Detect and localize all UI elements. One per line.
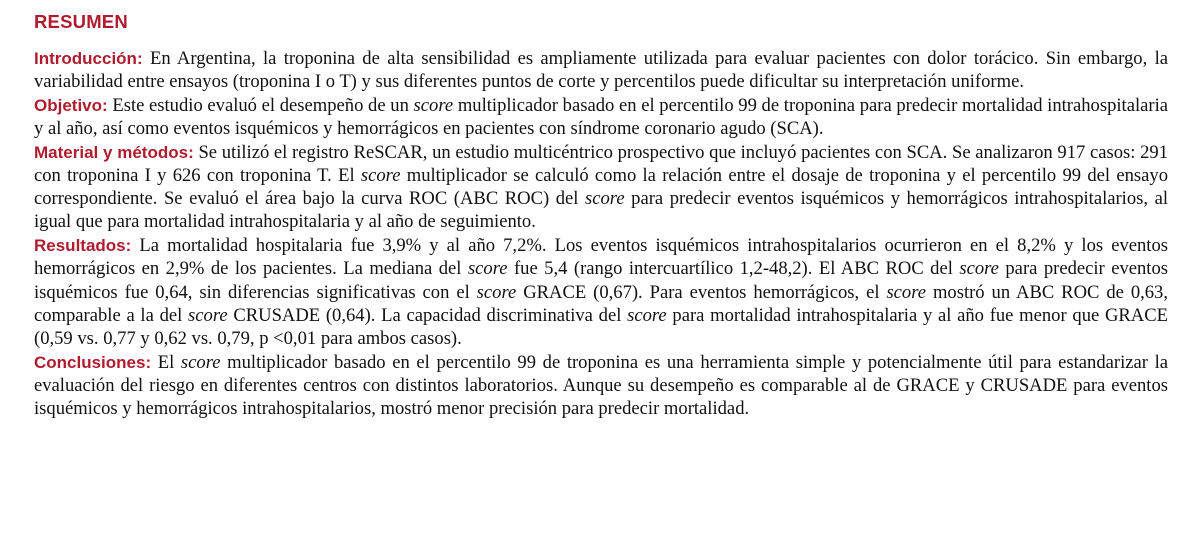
- section-conclusiones: [34, 351, 1168, 421]
- italic-term: score: [959, 258, 999, 280]
- section-label: Introducción:: [34, 49, 143, 68]
- section-text: fue 5,4 (rango intercuartílico 1,2-48,2). El ABC ROC del: [507, 258, 960, 280]
- italic-term: score: [476, 281, 517, 303]
- italic-term: score: [180, 351, 221, 373]
- section-material-y-metodos: [34, 141, 1168, 234]
- section-text: La mortalidad hospitalaria fue 3,9% y al año 7,2%. Los eventos isquémicos intrahospitalarios ocurrieron en el 8,2% y los eventos hemorrágicos en 2,9% de los pacientes. La mediana del: [34, 235, 1168, 280]
- section-text: Se utilizó el registro ReSCAR, un estudio multicéntrico prospectivo que incluyó pacientes con SCA. Se analizaron 917 casos: 291 con troponina I y 626 con troponina T. El: [34, 141, 1169, 187]
- section-label: Resultados:: [34, 236, 132, 256]
- section-text: multiplicador se calculó como la relación entre el dosaje de troponina y el percentilo 99 del ensayo correspondiente. Se evaluó el área bajo la curva ROC (ABC ROC) del: [34, 165, 1168, 210]
- italic-term: score: [627, 304, 667, 326]
- italic-term: score: [467, 258, 508, 280]
- section-text: para predecir eventos isquémicos y hemorrágicos intrahospitalarios, al igual que para mortalidad intrahospitalaria y al año de seguimiento.: [34, 188, 1168, 233]
- section-text: GRACE (0,67). Para eventos hemorrágicos, el: [516, 281, 887, 303]
- italic-term: score: [886, 281, 927, 303]
- section-text: Este estudio evaluó el desempeño de un: [107, 94, 414, 116]
- section-text: CRUSADE (0,64). La capacidad discriminativa del: [227, 304, 628, 326]
- section-text: multiplicador basado en el percentilo 99 de troponina para predecir mortalidad intrahospitalaria y al año, así como eventos isquémicos y hemorrágicos en pacientes con síndrome coronario agudo (SCA).: [34, 94, 1168, 140]
- section-text: para predecir eventos isquémicos fue 0,64, sin diferencias significativas con el: [34, 258, 1168, 303]
- section-text: El: [151, 351, 181, 373]
- section-label: Conclusiones:: [34, 352, 152, 372]
- section-introduccion: [34, 47, 1168, 93]
- section-text: para mortalidad intrahospitalaria y al año fue menor que GRACE (0,59 vs. 0,77 y 0,62 vs. 0,79, p <0,01 para ambos casos).: [34, 304, 1168, 349]
- abstract-heading: RESUMEN: [34, 11, 128, 32]
- section-label: Objetivo:: [34, 95, 108, 115]
- section-text: mostró un ABC ROC de 0,63, comparable a la del: [34, 281, 1169, 326]
- section-text: En Argentina, la troponina de alta sensibilidad es ampliamente utilizada para evaluar pacientes con dolor torácico. Sin embargo, la variabilidad entre ensayos (troponina I o T) y sus diferentes puntos de corte y percentilos puede dificultar su interpretación uniforme.: [34, 48, 1168, 93]
- italic-term: score: [413, 94, 454, 116]
- section-label: Material y métodos:: [34, 142, 194, 162]
- section-text: multiplicador basado en el percentilo 99 de troponina es una herramienta simple y potencialmente útil para estandarizar la evaluación del riesgo en diferentes centros con distintos laboratorios. Aunque su desempeño es comparable al de GRACE y CRUSADE para eventos isquémicos y hemorrágicos intrahospitalarios, mostró menor precisión para predecir mortalidad.: [34, 351, 1168, 420]
- italic-term: score: [188, 304, 228, 326]
- section-objetivo: [34, 94, 1168, 140]
- section-resultados: [34, 234, 1168, 350]
- italic-term: score: [360, 165, 401, 187]
- italic-term: score: [585, 188, 625, 210]
- abstract: [34, 10, 1168, 421]
